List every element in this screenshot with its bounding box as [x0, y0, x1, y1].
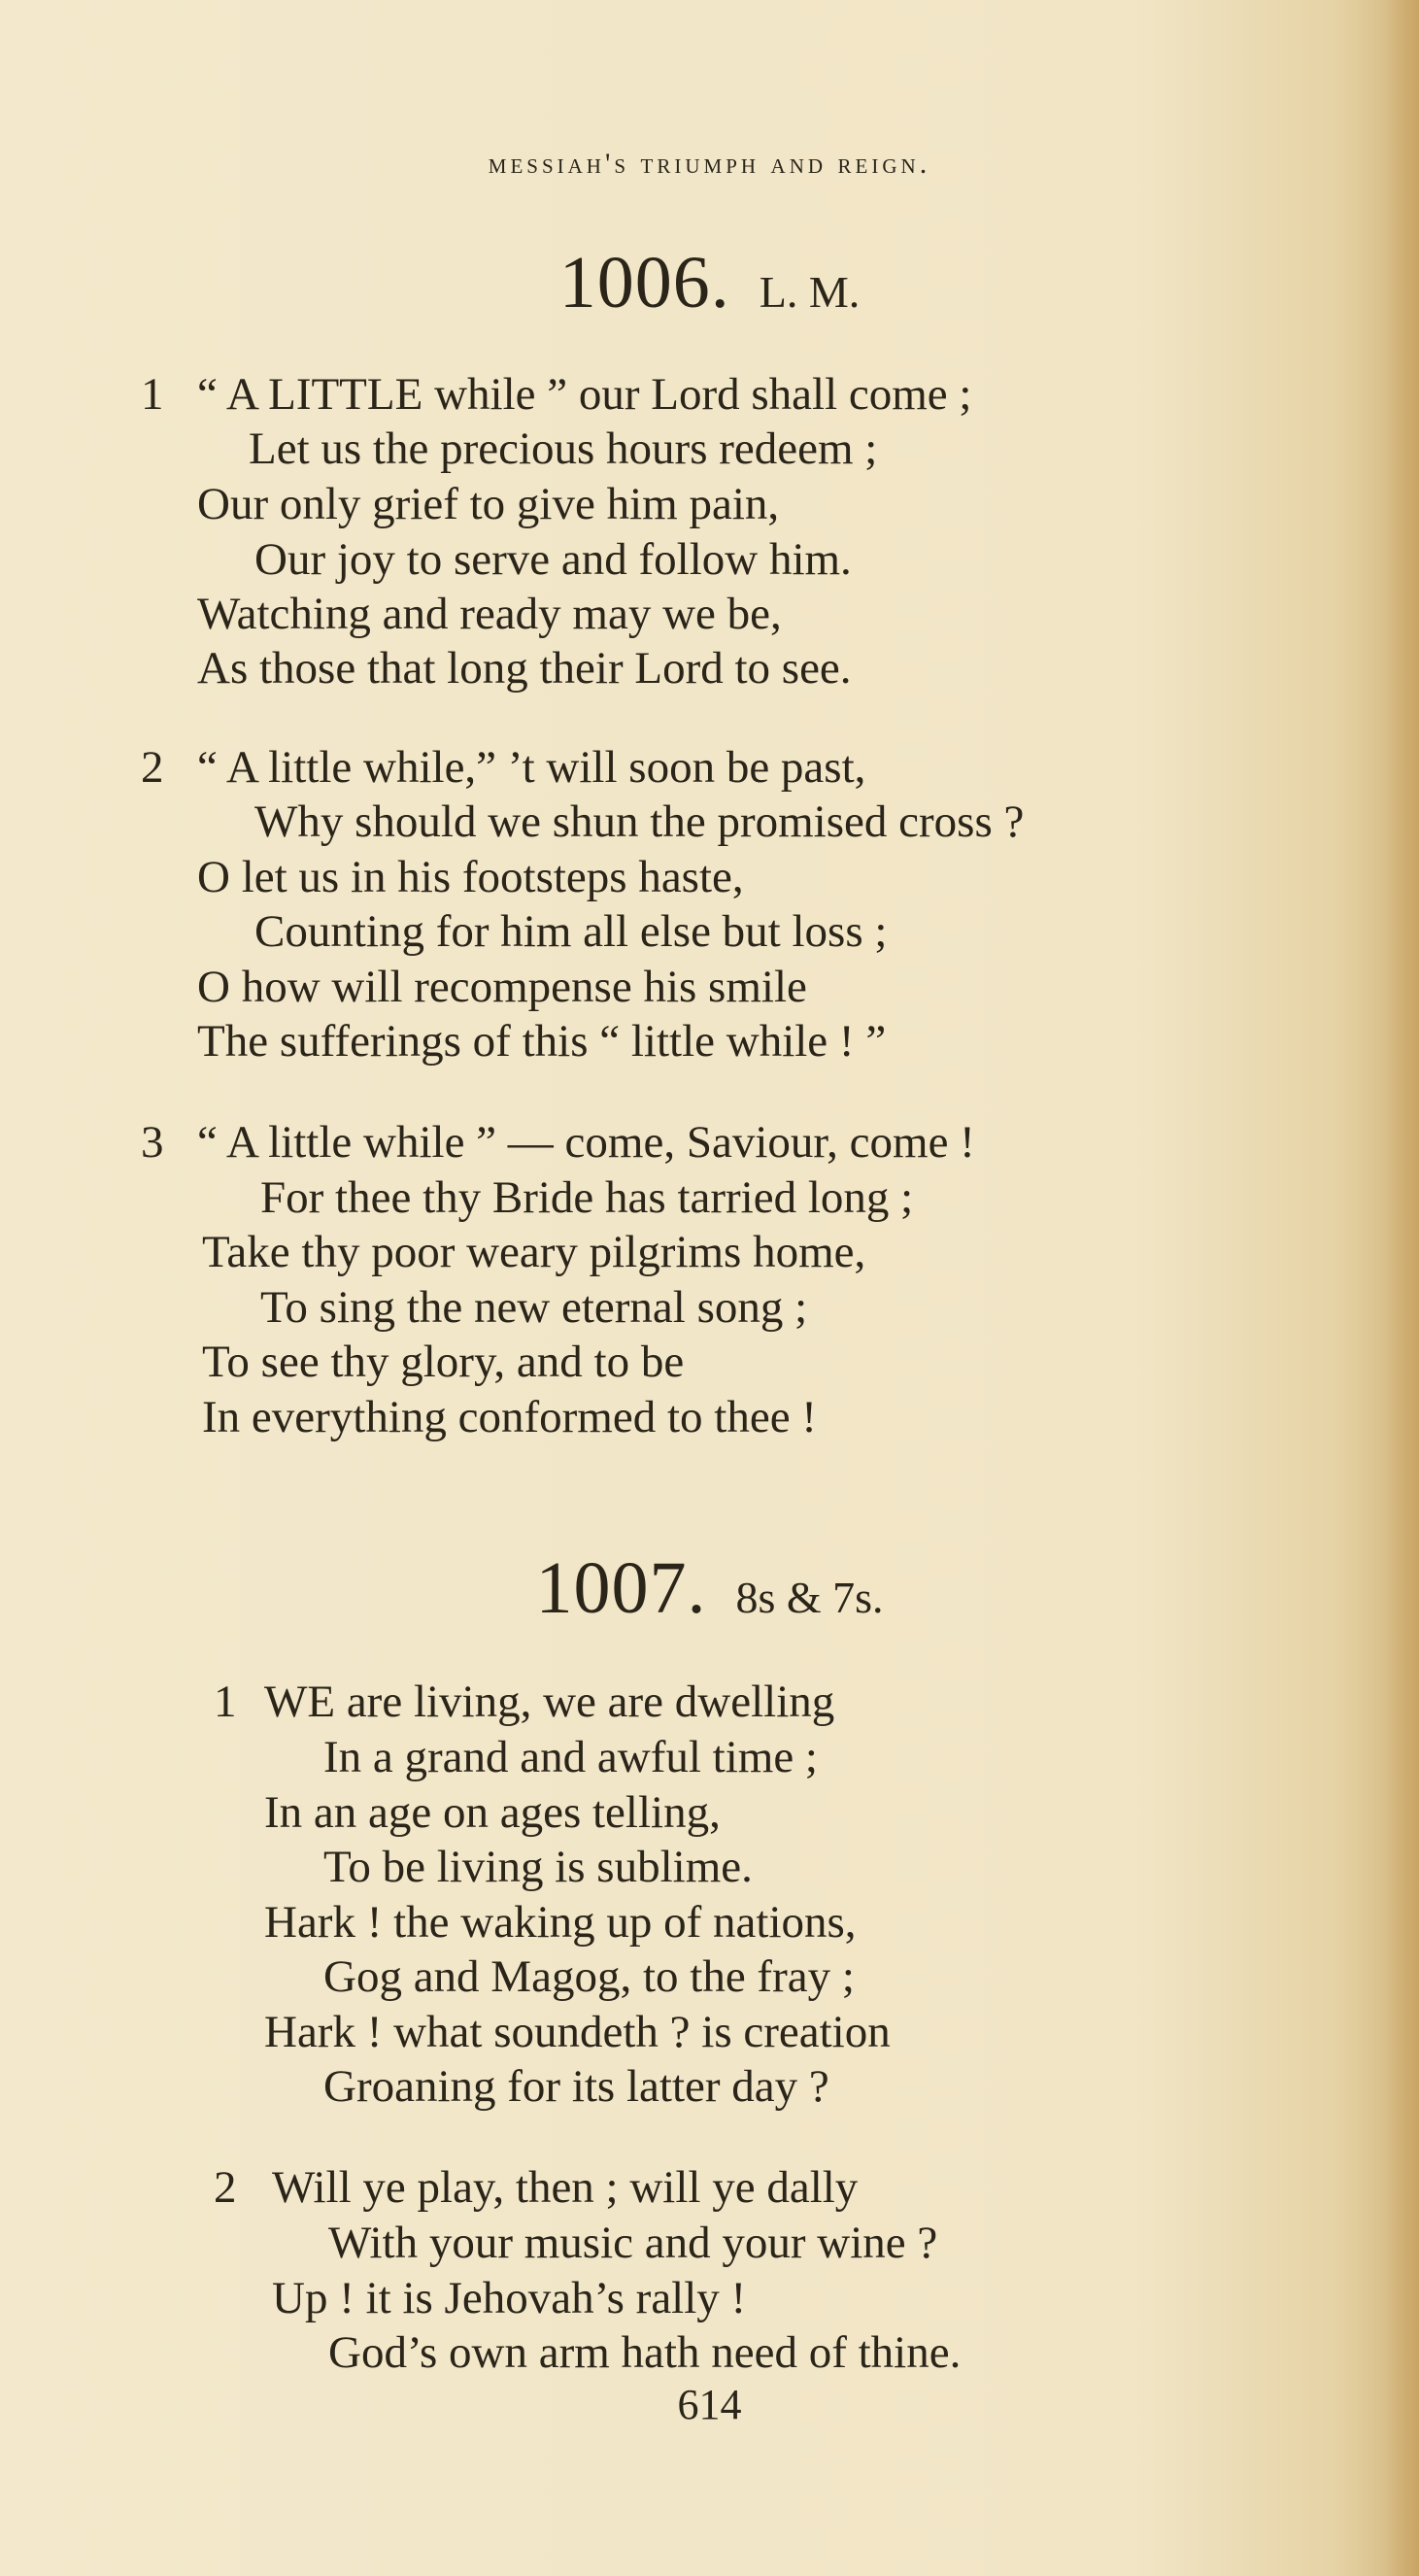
page-number: 614	[677, 2381, 742, 2428]
verse-line: In an age on ages telling,	[264, 1787, 721, 1838]
verse-line: In a grand and awful time ;	[323, 1732, 818, 1782]
verse-line: Hark ! the waking up of nations,	[264, 1897, 857, 1948]
verse-line: O let us in his footsteps haste,	[197, 852, 744, 902]
hymn-number: 1007.	[535, 1547, 707, 1629]
verse-line: O how will recompense his smile	[197, 962, 807, 1012]
verse-line: Will ye play, then ; will ye dally	[272, 2162, 859, 2213]
hymn-meter: 8s & 7s.	[735, 1573, 884, 1622]
verse-line: Our joy to serve and follow him.	[254, 534, 852, 585]
verse-line: To see thy glory, and to be	[202, 1337, 685, 1387]
verse-line: Hark ! what soundeth ? is creation	[264, 2007, 891, 2057]
stanza-number: 1	[214, 1677, 237, 1727]
verse-line: Watching and ready may we be,	[197, 589, 782, 639]
stanza-number: 1	[141, 369, 164, 420]
verse-line: In everything conformed to thee !	[202, 1392, 817, 1442]
verse-line: To sing the new eternal song ;	[260, 1282, 808, 1333]
verse-line: “ A little while ” — come, Saviour, come !	[197, 1117, 975, 1168]
verse-line: Our only grief to give him pain,	[197, 479, 780, 529]
hymn-meter: L. M.	[759, 267, 861, 317]
verse-line: God’s own arm hath need of thine.	[328, 2327, 962, 2378]
verse-line: With your music and your wine ?	[328, 2218, 938, 2268]
stanza-number: 2	[214, 2162, 237, 2213]
verse-line: Counting for him all else but loss ;	[254, 906, 888, 957]
verse-line: Up ! it is Jehovah’s rally !	[272, 2273, 747, 2323]
verse-line: For thee thy Bride has tarried long ;	[260, 1172, 914, 1223]
verse-line: Take thy poor weary pilgrims home,	[202, 1227, 866, 1277]
hymn-1006-heading	[0, 241, 1419, 325]
hymn-number: 1006.	[558, 242, 730, 323]
stanza-number: 2	[141, 742, 164, 793]
page-edge-shadow	[1382, 0, 1419, 2576]
running-head: messiah's triumph and reign.	[488, 148, 931, 180]
verse-line: WE are living, we are dwelling	[264, 1677, 835, 1727]
verse-line: Gog and Magog, to the fray ;	[323, 1951, 855, 2002]
verse-line: Let us the precious hours redeem ;	[249, 424, 878, 474]
verse-line: Groaning for its latter day ?	[323, 2061, 829, 2112]
stanza-number: 3	[141, 1117, 164, 1168]
verse-line: As those that long their Lord to see.	[197, 643, 852, 694]
verse-line: The sufferings of this “ little while ! ”	[197, 1016, 887, 1067]
verse-line: To be living is sublime.	[323, 1842, 753, 1892]
verse-line: Why should we shun the promised cross ?	[254, 797, 1025, 847]
verse-line: “ A LITTLE while ” our Lord shall come ;	[197, 369, 972, 420]
verse-line: “ A little while,” ’t will soon be past,	[197, 742, 866, 793]
hymn-1007-heading	[0, 1546, 1419, 1631]
